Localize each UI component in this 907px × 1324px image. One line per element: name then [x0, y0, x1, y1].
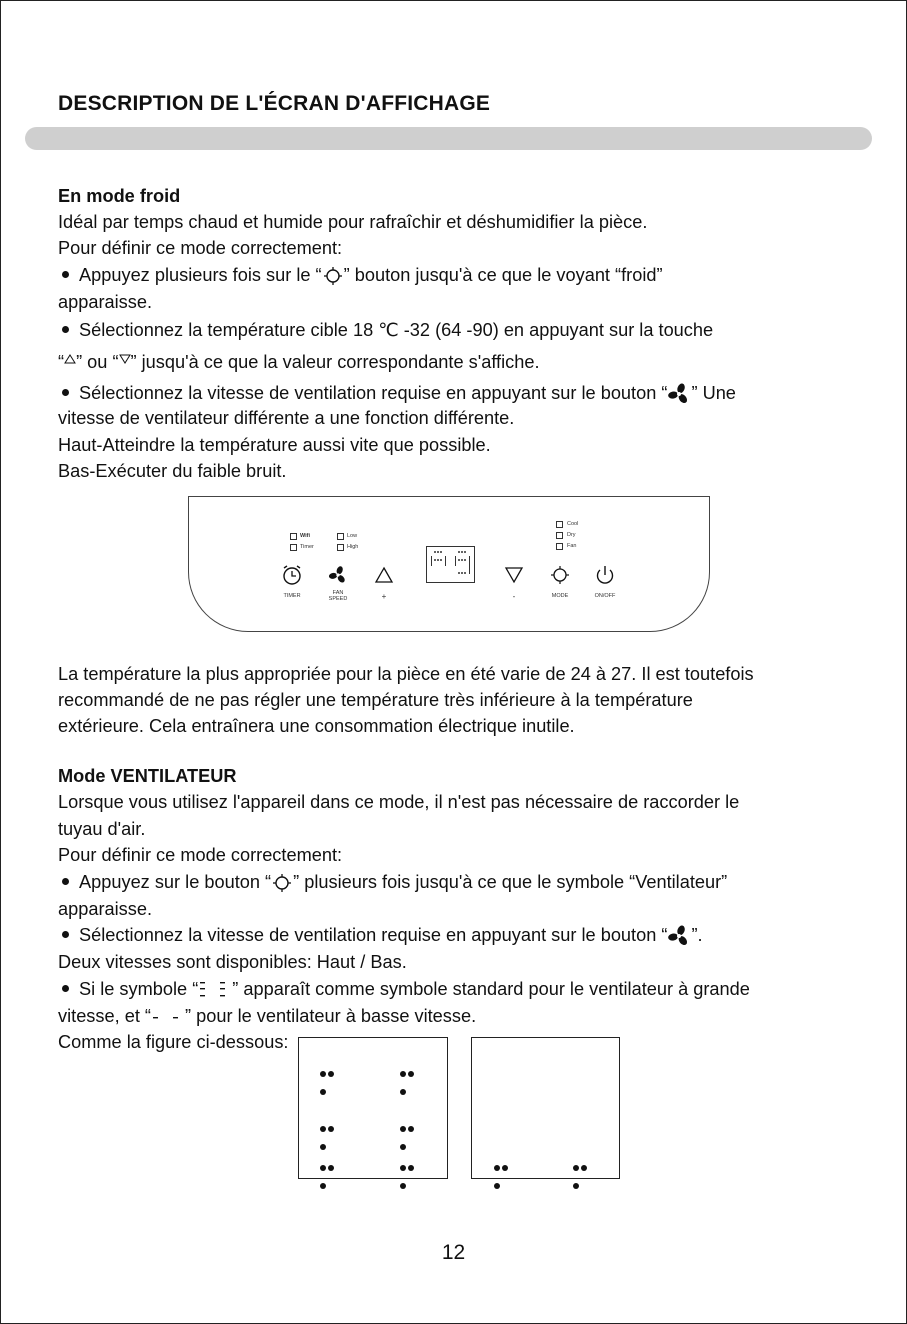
cool-heading: En mode froid — [58, 186, 181, 206]
timer-label: TIMER — [283, 593, 301, 599]
cool-line-5-text: Sélectionnez la température cible 18 ℃ -32 (64 -90) en appuyant sur la touche — [79, 320, 714, 340]
quote-or: ” ou “ — [76, 352, 119, 372]
cool-line-2: Pour définir ce mode correctement: — [58, 238, 343, 258]
timer-clock-icon — [281, 564, 303, 586]
control-panel-illustration — [188, 496, 710, 632]
wifi-label: Wifi — [300, 533, 311, 539]
cool-line-6c: ” jusqu'à ce que la valeur correspondante s'affiche. — [130, 352, 540, 372]
bullet — [62, 389, 69, 396]
bullet — [62, 931, 69, 938]
down-triangle-icon — [119, 353, 131, 365]
bullet — [62, 271, 69, 278]
note-line-2: recommandé de ne pas régler une température très inférieure à la température — [58, 690, 693, 710]
cool-line-6 — [58, 349, 858, 376]
dot-row — [400, 1064, 422, 1070]
dot-row — [494, 1158, 516, 1164]
fan-line-5: apparaisse. — [58, 899, 153, 919]
cool-line-7b: ” Une — [691, 383, 736, 403]
segment-display — [426, 546, 475, 583]
note-line-3: extérieure. Cela entraînera une consommation électrique inutile. — [58, 716, 575, 736]
high-label: High — [347, 544, 359, 550]
onoff-label: ON/OFF — [594, 593, 616, 599]
bullet — [62, 878, 69, 885]
fan-line-4 — [58, 869, 858, 896]
low-speed-display-figure — [471, 1037, 620, 1179]
dry-label: Dry — [567, 532, 576, 538]
fan-label: Fan — [567, 543, 577, 549]
low-indicator — [337, 533, 344, 540]
fan-line-9a: vitesse, et “ — [58, 1006, 151, 1026]
cool-line-10: Bas-Exécuter du faible bruit. — [58, 461, 287, 481]
mode-label: MODE — [551, 593, 569, 599]
fan-line-10: Comme la figure ci-dessous: — [58, 1032, 289, 1052]
dot-row — [400, 1119, 422, 1125]
up-button-icon — [374, 566, 394, 584]
quote: “ — [58, 352, 65, 372]
power-button-icon — [594, 564, 616, 586]
dot-row — [320, 1158, 342, 1164]
dot-row — [320, 1119, 342, 1125]
fan-line-2: tuyau d'air. — [58, 819, 146, 839]
cool-line-3 — [58, 262, 858, 289]
fan-line-6 — [58, 922, 858, 949]
high-speed-symbol-icon — [198, 979, 232, 1001]
wifi-indicator — [290, 533, 297, 540]
cool-line-3a: Appuyez plusieurs fois sur le “ — [79, 265, 322, 285]
mode-icon — [322, 266, 344, 286]
high-speed-display-figure — [298, 1037, 448, 1179]
fan-line-3: Pour définir ce mode correctement: — [58, 845, 343, 865]
page-number: 12 — [441, 1241, 466, 1264]
bullet — [62, 985, 69, 992]
fan-icon — [667, 925, 691, 947]
mode-icon — [271, 873, 293, 893]
up-triangle-icon — [64, 353, 76, 365]
cool-line-3b: ” bouton jusqu'à ce que le voyant “froid” — [343, 265, 663, 285]
mode-button-icon — [549, 564, 571, 586]
fan-line-8a: Si le symbole “ — [79, 979, 199, 999]
cool-line-1: Idéal par temps chaud et humide pour rafraîchir et déshumidifier la pièce. — [58, 212, 648, 232]
cool-line-8: vitesse de ventilateur différente a une fonction différente. — [58, 408, 515, 428]
cool-line-9: Haut-Atteindre la température aussi vite que possible. — [58, 435, 491, 455]
fan-line-1: Lorsque vous utilisez l'appareil dans ce mode, il n'est pas nécessaire de raccorder le — [58, 792, 740, 812]
note-line-1: La température la plus appropriée pour la pièce en été varie de 24 à 27. Il est toutefois — [58, 664, 754, 684]
cool-label: Cool — [567, 521, 579, 527]
cool-line-7a: Sélectionnez la vitesse de ventilation requise en appuyant sur le bouton “ — [79, 383, 668, 403]
dot-row — [320, 1064, 342, 1070]
fan-line-6a: Sélectionnez la vitesse de ventilation requise en appuyant sur le bouton “ — [79, 925, 668, 945]
fan-line-9b: ” pour le ventilateur à basse vitesse. — [185, 1006, 477, 1026]
title-divider-bar — [25, 127, 872, 150]
fan-speed-icon — [328, 565, 348, 585]
dot-row — [400, 1158, 422, 1164]
low-label: Low — [347, 533, 358, 539]
fan-indicator — [556, 543, 563, 550]
plus-label: + — [381, 592, 387, 601]
minus-label: - — [512, 592, 516, 601]
cool-line-7 — [58, 380, 858, 407]
fan-line-4a: Appuyez sur le bouton “ — [79, 872, 272, 892]
cool-indicator — [556, 521, 563, 528]
timer-indicator-label: Timer — [300, 544, 314, 550]
dot-row — [573, 1158, 595, 1164]
fan-line-9 — [58, 1003, 858, 1030]
cool-line-5 — [58, 317, 858, 344]
high-indicator — [337, 544, 344, 551]
fan-mode-heading: Mode VENTILATEUR — [58, 766, 237, 786]
dry-indicator — [556, 532, 563, 539]
fan-line-4b: ” plusieurs fois jusqu'à ce que le symbole “Ventilateur” — [293, 872, 728, 892]
down-button-icon — [504, 566, 524, 584]
cool-line-4: apparaisse. — [58, 292, 153, 312]
low-speed-symbol-icon — [151, 1010, 185, 1024]
bullet — [62, 326, 69, 333]
page-title: DESCRIPTION DE L'ÉCRAN D'AFFICHAGE — [58, 92, 491, 115]
fan-line-8b: ” apparaît comme symbole standard pour le ventilateur à grande — [232, 979, 750, 999]
fan-line-7: Deux vitesses sont disponibles: Haut / Bas. — [58, 952, 407, 972]
fan-line-8 — [58, 976, 858, 1003]
fan-line-6b: ”. — [691, 925, 703, 945]
timer-indicator — [290, 544, 297, 551]
fan-speed-label: FAN SPEED — [328, 590, 348, 602]
fan-icon — [667, 383, 691, 405]
